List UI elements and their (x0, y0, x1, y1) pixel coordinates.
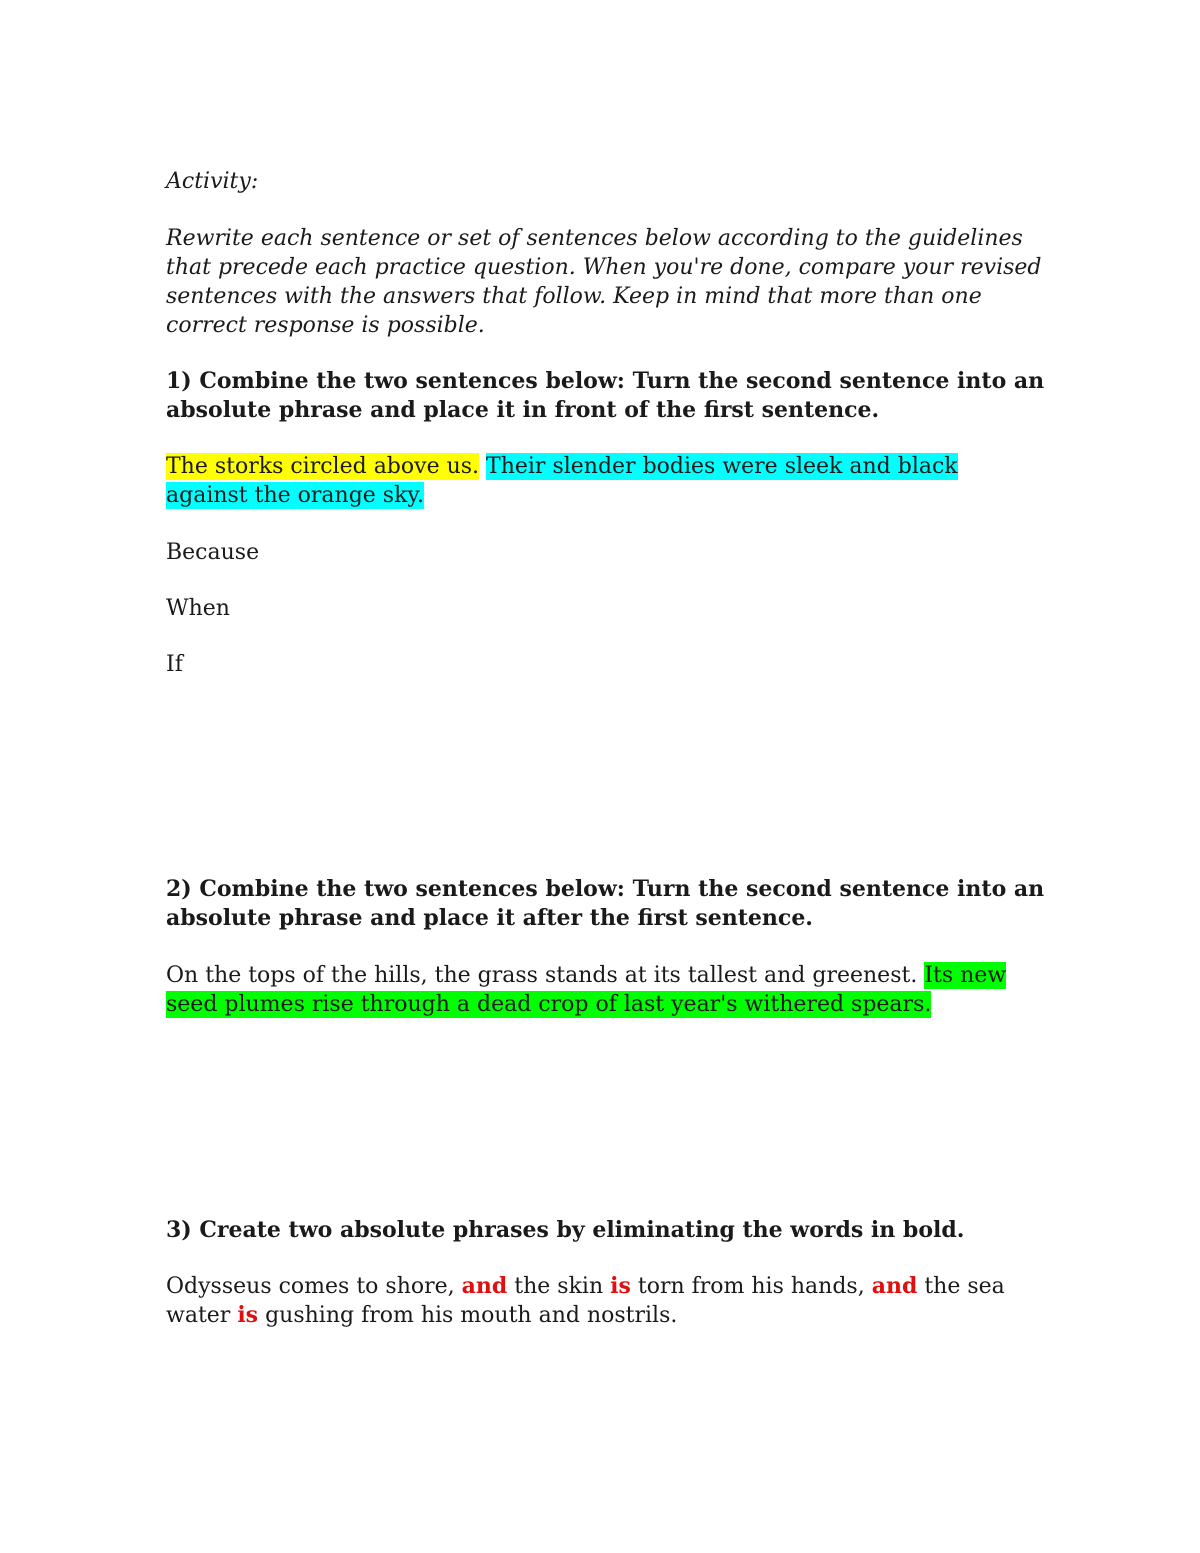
question-3-heading: 3) Create two absolute phrases by eliminating the words in bold. (166, 1217, 965, 1243)
starter-when: When (166, 596, 230, 621)
activity-label: Activity: (166, 169, 259, 194)
sentence-text: the sea water (166, 1274, 1005, 1328)
sentence-text: torn from his hands, (630, 1274, 872, 1299)
starter-because: Because (166, 540, 260, 565)
question-1-heading: 1) Combine the two sentences below: Turn the second sentence into an absolute phrase and place it in front of the first sentence. (166, 368, 1045, 423)
question-1-sentences (166, 452, 1046, 510)
question-1-sentence-b: Their slender bodies were sleek and black against the orange sky. (166, 454, 958, 508)
bold-word-is: is (237, 1302, 259, 1328)
bold-word-is: is (610, 1273, 631, 1299)
sentence-text: gushing from his mouth and nostrils. (258, 1303, 678, 1328)
question-2-sentences (166, 961, 1046, 1019)
question-2-heading: 2) Combine the two sentences below: Turn the second sentence into an absolute phrase and place it after the first sentence. (166, 876, 1045, 931)
sentence-text: Odysseus comes to shore, (166, 1274, 462, 1299)
sentence-text: the skin (507, 1274, 611, 1299)
question-1-sentence-a: The storks circled above us. (166, 454, 480, 479)
bold-word-and: and (461, 1273, 508, 1299)
question-3-sentence (166, 1272, 1046, 1330)
bold-word-and: and (871, 1273, 918, 1299)
question-2-sentence-b: Its new seed plumes rise through a dead crop of last year's withered spears. (166, 963, 1007, 1017)
instructions-paragraph: Rewrite each sentence or set of sentences below according to the guidelines that precede each practice question. When you're done, compare your revised sentences with the answers that follow. Keep in mind that more than one correct response is possible. (166, 226, 1042, 338)
starter-if: If (166, 652, 183, 677)
question-2-sentence-a: On the tops of the hills, the grass stands at its tallest and greenest. (166, 963, 918, 988)
